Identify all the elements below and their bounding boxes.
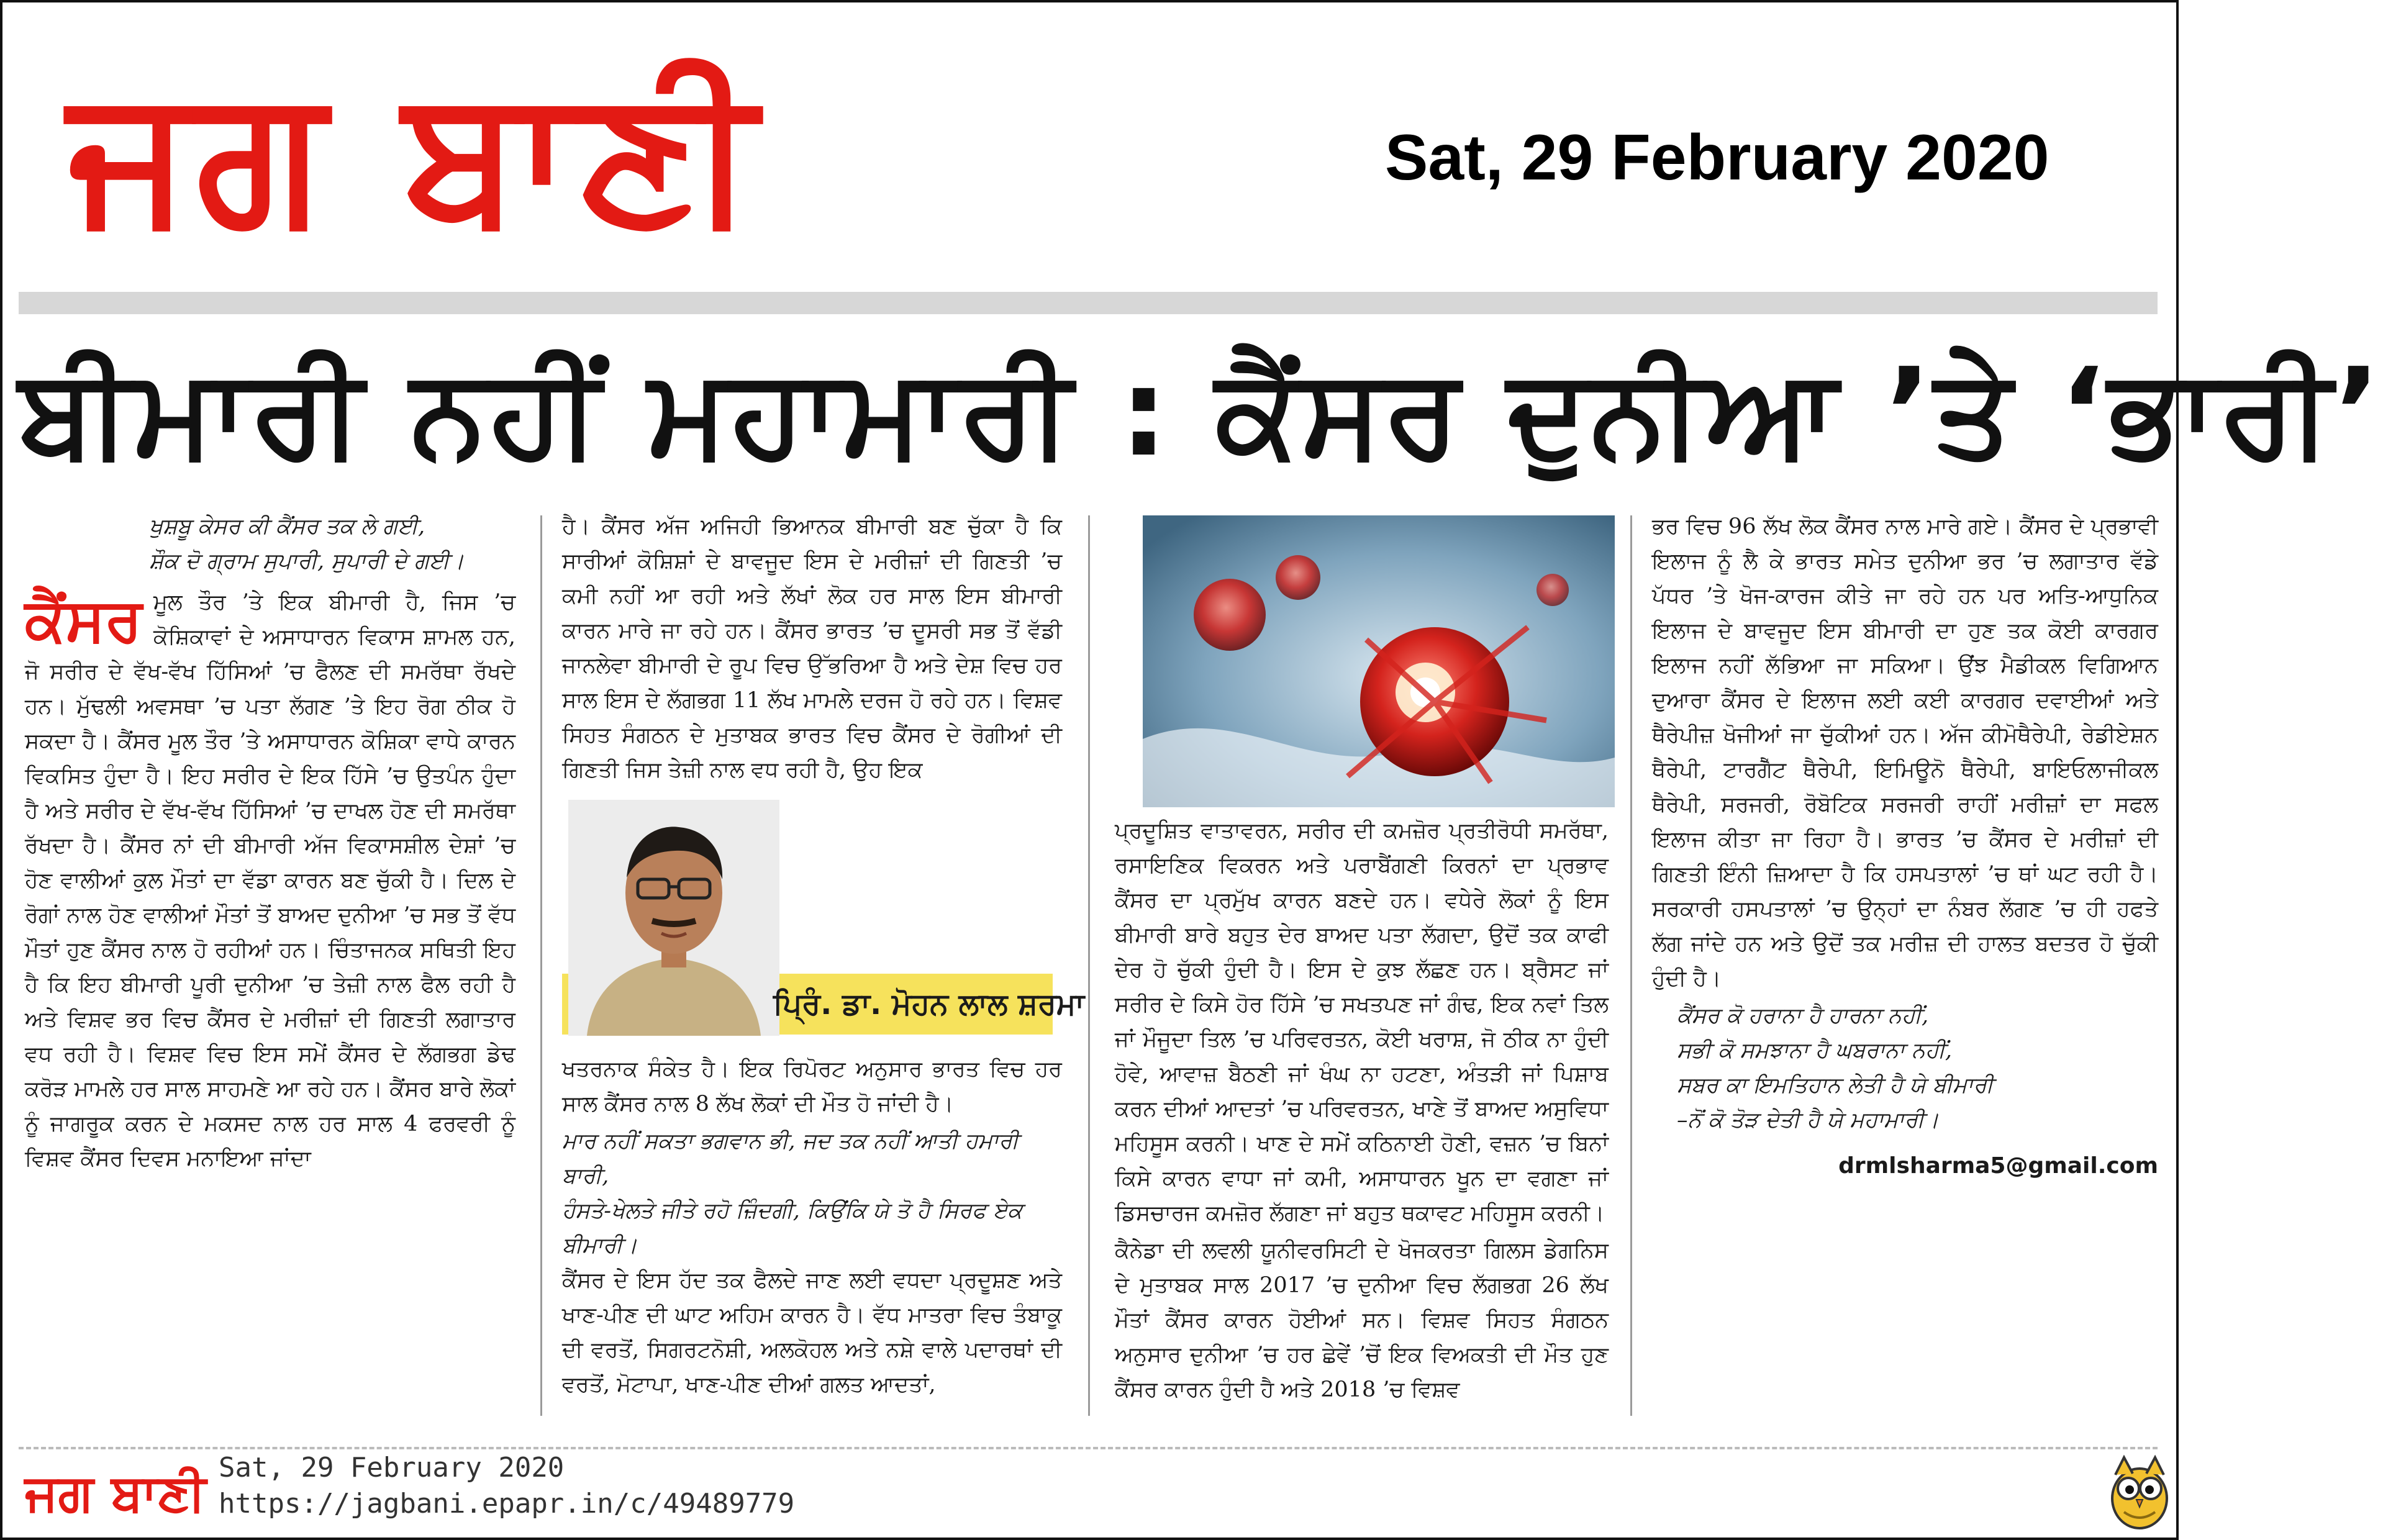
poem-line: ਸਭੀ ਕੋ ਸਮਝਾਨਾ ਹੈ ਘਬਰਾਨਾ ਨਹੀਂ, <box>1677 1038 1953 1063</box>
article-column-2 <box>562 509 1085 1422</box>
poem-line: ਮਾਰ ਨਹੀਂ ਸਕਤਾ ਭਗਵਾਨ ਭੀ, ਜਦ ਤਕ ਨਹੀਂ ਆਤੀ ਹਮਾਰੀ ਬਾਰੀ, <box>562 1129 1019 1189</box>
mid-poem <box>562 1124 1062 1263</box>
column-divider <box>1088 515 1090 1416</box>
author-box <box>562 794 1085 1042</box>
masthead-logo: ਜਗ ਬਾਣੀ <box>68 47 763 263</box>
footer-date: Sat, 29 February 2020 <box>219 1452 565 1483</box>
article-paragraph: ਹੈ। ਕੈਂਸਰ ਅੱਜ ਅਜਿਹੀ ਭਿਆਨਕ ਬੀਮਾਰੀ ਬਣ ਚੁੱਕਾ ਹੈ ਕਿ ਸਾਰੀਆਂ ਕੋਸ਼ਿਸ਼ਾਂ ਦੇ ਬਾਵਜੂਦ ਇਸ ਦੇ ਮਰੀਜ਼ਾਂ ਦੀ ਗਿਣਤੀ ’ਚ ਕਮੀ ਨਹੀਂ ਆ ਰਹੀ ਅਤੇ ਲੱਖਾਂ ਲੋਕ ਹਰ ਸਾਲ ਇਸ ਬੀਮਾਰੀ ਕਾਰਨ ਮਾਰੇ ਜਾ ਰਹੇ ਹਨ। ਕੈਂਸਰ ਭਾਰਤ ’ਚ ਦੂਸਰੀ ਸਭ ਤੋਂ ਵੱਡੀ ਜਾਨਲੇਵਾ ਬੀਮਾਰੀ ਦੇ ਰੂਪ ਵਿਚ ਉੱਭਰਿਆ ਹੈ ਅਤੇ ਦੇਸ਼ ਵਿਚ ਹਰ ਸਾਲ ਇਸ ਦੇ ਲੱਗਭਗ 11 ਲੱਖ ਮਾਮਲੇ ਦਰਜ ਹੋ ਰਹੇ ਹਨ। ਵਿਸ਼ਵ ਸਿਹਤ ਸੰਗਠਨ ਦੇ ਮੁਤਾਬਕ ਭਾਰਤ ਵਿਚ ਕੈਂਸਰ ਦੇ ਰੋਗੀਆਂ ਦੀ ਗਿਣਤੀ ਜਿਸ ਤੇਜ਼ੀ ਨਾਲ ਵਧ ਰਹੀ ਹੈ, ਉਹ ਇਕ <box>562 514 1062 782</box>
poem-line: ਕੈਂਸਰ ਕੋ ਹਰਾਨਾ ਹੈ ਹਾਰਨਾ ਨਹੀਂ, <box>1677 1003 1929 1028</box>
poem-line: ਸ਼ੌਕ ਦੋ ਗ੍ਰਾਮ ਸੁਪਾਰੀ, ਸੁਪਾਰੀ ਦੇ ਗਈ। <box>149 549 465 574</box>
author-photo <box>568 800 779 1036</box>
article-paragraph: ਕੈਨੇਡਾ ਦੀ ਲਵਲੀ ਯੂਨੀਵਰਸਿਟੀ ਦੇ ਖੋਜਕਰਤਾ ਗਿਲਸ ਡੇਗਨਿਸ ਦੇ ਮੁਤਾਬਕ ਸਾਲ 2017 ’ਚ ਦੁਨੀਆ ਵਿਚ ਲੱਗਭਗ 26 ਲੱਖ ਮੌਤਾਂ ਕੈਂਸਰ ਕਾਰਨ ਹੋਈਆਂ ਸਨ। ਵਿਸ਼ਵ ਸਿਹਤ ਸੰਗਠਨ ਅਨੁਸਾਰ ਦੁਨੀਆ ’ਚ ਹਰ ਛੇਵੇਂ ’ਚੋਂ ਇਕ ਵਿਅਕਤੀ ਦੀ ਮੌਤ ਹੁਣ ਕੈਂਸਰ ਕਾਰਨ ਹੁੰਦੀ ਹੈ ਅਤੇ 2018 ’ਚ ਵਿਸ਼ਵ <box>1115 1238 1609 1402</box>
headline: ਬੀਮਾਰੀ ਨਹੀਂ ਮਹਾਮਾਰੀ : ਕੈਂਸਰ ਦੁਨੀਆ ’ਤੇ ‘ਭਾਰੀ’ <box>19 342 2383 484</box>
cancer-cell-photo <box>1143 515 1615 807</box>
article-paragraph: ਮੂਲ ਤੌਰ ’ਤੇ ਇਕ ਬੀਮਾਰੀ ਹੈ, ਜਿਸ ’ਚ ਕੋਸ਼ਿਕਾਵਾਂ ਦੇ ਅਸਾਧਾਰਨ ਵਿਕਾਸ ਸ਼ਾਮਲ ਹਨ, ਜੋ ਸਰੀਰ ਦੇ ਵੱਖ-ਵੱਖ ਹਿੱਸਿਆਂ ’ਚ ਫੈਲਣ ਦੀ ਸਮਰੱਥਾ ਰੱਖਦੇ ਹਨ। ਮੁੱਢਲੀ ਅਵਸਥਾ ’ਚ ਪਤਾ ਲੱਗਣ ’ਤੇ ਇਹ ਰੋਗ ਠੀਕ ਹੋ ਸਕਦਾ ਹੈ। ਕੈਂਸਰ ਮੂਲ ਤੌਰ ’ਤੇ ਅਸਾਧਾਰਨ ਕੋਸ਼ਿਕਾ ਵਾਧੇ ਕਾਰਨ ਵਿਕਸਿਤ ਹੁੰਦਾ ਹੈ। ਇਹ ਸਰੀਰ ਦੇ ਇਕ ਹਿੱਸੇ ’ਚ ਉਤਪੰਨ ਹੁੰਦਾ ਹੈ ਅਤੇ ਸਰੀਰ ਦੇ ਵੱਖ-ਵੱਖ ਹਿੱਸਿਆਂ ’ਚ ਦਾਖਲ ਹੋਣ ਦੀ ਸਮਰੱਥਾ ਰੱਖਦਾ ਹੈ। ਕੈਂਸਰ ਨਾਂ ਦੀ ਬੀਮਾਰੀ ਅੱਜ ਵਿਕਾਸਸ਼ੀਲ ਦੇਸ਼ਾਂ ’ਚ ਹੋਣ ਵਾਲੀਆਂ ਕੁਲ ਮੌਤਾਂ ਦਾ ਵੱਡਾ ਕਾਰਨ ਬਣ ਚੁੱਕੀ ਹੈ। ਦਿਲ ਦੇ ਰੋਗਾਂ ਨਾਲ ਹੋਣ ਵਾਲੀਆਂ ਮੌਤਾਂ ਤੋਂ ਬਾਅਦ ਦੁਨੀਆ ’ਚ ਸਭ ਤੋਂ ਵੱਧ ਮੌਤਾਂ ਹੁਣ ਕੈਂਸਰ ਨਾਲ ਹੋ ਰਹੀਆਂ ਹਨ। ਚਿੰਤਾਜਨਕ ਸਥਿਤੀ ਇਹ ਹੈ ਕਿ ਇਹ ਬੀਮਾਰੀ ਪੂਰੀ ਦੁਨੀਆ ’ਚ ਤੇਜ਼ੀ ਨਾਲ ਫੈਲ ਰਹੀ ਹੈ ਅਤੇ ਵਿਸ਼ਵ ਭਰ ਵਿਚ ਕੈਂਸਰ ਦੇ ਮਰੀਜ਼ਾਂ ਦੀ ਗਿਣਤੀ ਲਗਾਤਾਰ ਵਧ ਰਹੀ ਹੈ। ਵਿਸ਼ਵ ਵਿਚ ਇਸ ਸਮੇਂ ਕੈਂਸਰ ਦੇ ਲੱਗਭਗ ਡੇਢ ਕਰੋੜ ਮਾਮਲੇ ਹਰ ਸਾਲ ਸਾਹਮਣੇ ਆ ਰਹੇ ਹਨ। ਕੈਂਸਰ ਬਾਰੇ ਲੋਕਾਂ ਨੂੰ ਜਾਗਰੂਕ ਕਰਨ ਦੇ ਮਕਸਦ ਨਾਲ ਹਰ ਸਾਲ 4 ਫਰਵਰੀ ਨੂੰ ਵਿਸ਼ਵ ਕੈਂਸਰ ਦਿਵਸ ਮਨਾਇਆ ਜਾਂਦਾ <box>25 590 515 1171</box>
cancer-cell-image-icon <box>1143 515 1615 807</box>
intro-poem <box>25 509 515 579</box>
author-portrait-icon <box>568 800 779 1036</box>
article-column-4 <box>1652 509 2158 1422</box>
kicker-word: ਕੈਂਸਰ <box>25 585 142 654</box>
masthead <box>68 37 1397 273</box>
author-name: ਪ੍ਰਿੰ. ਡਾ. ਮੋਹਨ ਲਾਲ ਸ਼ਰਮਾ <box>773 987 1085 1021</box>
clip-cut-line <box>19 1447 2158 1451</box>
poem-line: ਖੁਸ਼ਬੂ ਕੇਸਰ ਕੀ ਕੈਂਸਰ ਤਕ ਲੇ ਗਈ, <box>149 514 425 539</box>
edition-date: Sat, 29 February 2020 <box>1385 122 2049 194</box>
article-paragraph: ਖਤਰਨਾਕ ਸੰਕੇਤ ਹੈ। ਇਕ ਰਿਪੋਰਟ ਅਨੁਸਾਰ ਭਾਰਤ ਵਿਚ ਹਰ ਸਾਲ ਕੈਂਸਰ ਨਾਲ 8 ਲੱਖ ਲੋਕਾਂ ਦੀ ਮੌਤ ਹੋ ਜਾਂਦੀ ਹੈ। <box>562 1057 1062 1116</box>
author-email[interactable]: drmlsharma5@gmail.com <box>1838 1153 2158 1179</box>
poem-line: –ਨੋਂ ਕੋ ਤੋੜ ਦੇਤੀ ਹੈ ਯੇ ਮਹਾਮਾਰੀ। <box>1677 1108 1939 1133</box>
poem-line: ਹੰਸਤੇ-ਖੇਲਤੇ ਜੀਤੇ ਰਹੋ ਜ਼ਿੰਦਗੀ, ਕਿਉਂਕਿ ਯੇ ਤੋ ਹੈ ਸਿਰਫ ਏਕ ਬੀਮਾਰੀ। <box>562 1198 1023 1258</box>
article-column-1 <box>25 509 515 1422</box>
article-column-3 <box>1115 509 1609 1422</box>
article-paragraph: ਪ੍ਰਦੂਸ਼ਿਤ ਵਾਤਾਵਰਨ, ਸਰੀਰ ਦੀ ਕਮਜ਼ੋਰ ਪ੍ਰਤੀਰੋਧੀ ਸਮਰੱਥਾ, ਰਸਾਇਣਿਕ ਵਿਕਰਨ ਅਤੇ ਪਰਾਬੈਂਗਣੀ ਕਿਰਨਾਂ ਦਾ ਪ੍ਰਭਾਵ ਕੈਂਸਰ ਦਾ ਪ੍ਰਮੁੱਖ ਕਾਰਨ ਬਣਦੇ ਹਨ। ਵਧੇਰੇ ਲੋਕਾਂ ਨੂੰ ਇਸ ਬੀਮਾਰੀ ਬਾਰੇ ਬਹੁਤ ਦੇਰ ਬਾਅਦ ਪਤਾ ਲੱਗਦਾ, ਉਦੋਂ ਤਕ ਕਾਫੀ ਦੇਰ ਹੋ ਚੁੱਕੀ ਹੁੰਦੀ ਹੈ। ਇਸ ਦੇ ਕੁਝ ਲੱਛਣ ਹਨ। ਬ੍ਰੈਸਟ ਜਾਂ ਸਰੀਰ ਦੇ ਕਿਸੇ ਹੋਰ ਹਿੱਸੇ ’ਚ ਸਖਤਪਣ ਜਾਂ ਗੰਢ, ਇਕ ਨਵਾਂ ਤਿਲ ਜਾਂ ਮੌਜੂਦਾ ਤਿਲ ’ਚ ਪਰਿਵਰਤਨ, ਕੋਈ ਖਰਾਸ਼, ਜੋ ਠੀਕ ਨਾ ਹੁੰਦੀ ਹੋਵੇ, ਆਵਾਜ਼ ਬੈਠਣੀ ਜਾਂ ਖੰਘ ਨਾ ਹਟਣਾ, ਅੰਤੜੀ ਜਾਂ ਪਿਸ਼ਾਬ ਕਰਨ ਦੀਆਂ ਆਦਤਾਂ ’ਚ ਪਰਿਵਰਤਨ, ਖਾਣੇ ਤੋਂ ਬਾਅਦ ਅਸੁਵਿਧਾ ਮਹਿਸੂਸ ਕਰਨੀ। ਖਾਣ ਦੇ ਸਮੇਂ ਕਠਿਨਾਈ ਹੋਣੀ, ਵਜ਼ਨ ’ਚ ਬਿਨਾਂ ਕਿਸੇ ਕਾਰਨ ਵਾਧਾ ਜਾਂ ਕਮੀ, ਅਸਾਧਾਰਨ ਖੂਨ ਦਾ ਵਗਣਾ ਜਾਂ ਡਿਸਚਾਰਜ ਕਮਜ਼ੋਰ ਲੱਗਣਾ ਜਾਂ ਬਹੁਤ ਥਕਾਵਟ ਮਹਿਸੂਸ ਕਰਨੀ। <box>1115 818 1609 1226</box>
footer-logo: ਜਗ ਬਾਣੀ <box>25 1464 206 1523</box>
poem-line: ਸਬਰ ਕਾ ਇਮਤਿਹਾਨ ਲੇਤੀ ਹੈ ਯੇ ਬੀਮਾਰੀ <box>1677 1073 1994 1098</box>
end-poem <box>1652 999 2158 1138</box>
column-divider <box>540 515 542 1416</box>
column-divider <box>1630 515 1632 1416</box>
article-paragraph: ਕੈਂਸਰ ਦੇ ਇਸ ਹੱਦ ਤਕ ਫੈਲਦੇ ਜਾਣ ਲਈ ਵਧਦਾ ਪ੍ਰਦੂਸ਼ਣ ਅਤੇ ਖਾਣ-ਪੀਣ ਦੀ ਘਾਟ ਅਹਿਮ ਕਾਰਨ ਹੈ। ਵੱਧ ਮਾਤਰਾ ਵਿਚ ਤੰਬਾਕੂ ਦੀ ਵਰਤੋਂ, ਸਿਗਰਟਨੋਸ਼ੀ, ਅਲਕੋਹਲ ਅਤੇ ਨਸ਼ੇ ਵਾਲੇ ਪਦਾਰਥਾਂ ਦੀ ਵਰਤੋਂ, ਮੋਟਾਪਾ, ਖਾਣ-ਪੀਣ ਦੀਆਂ ਗਲਤ ਆਦਤਾਂ, <box>562 1268 1062 1397</box>
article-paragraph: ਭਰ ਵਿਚ 96 ਲੱਖ ਲੋਕ ਕੈਂਸਰ ਨਾਲ ਮਾਰੇ ਗਏ। ਕੈਂਸਰ ਦੇ ਪ੍ਰਭਾਵੀ ਇਲਾਜ ਨੂੰ ਲੈ ਕੇ ਭਾਰਤ ਸਮੇਤ ਦੁਨੀਆ ਭਰ ’ਚ ਲਗਾਤਾਰ ਵੱਡੇ ਪੱਧਰ ’ਤੇ ਖੋਜ-ਕਾਰਜ ਕੀਤੇ ਜਾ ਰਹੇ ਹਨ ਪਰ ਅਤਿ-ਆਧੁਨਿਕ ਇਲਾਜ ਦੇ ਬਾਵਜੂਦ ਇਸ ਬੀਮਾਰੀ ਦਾ ਹੁਣ ਤਕ ਕੋਈ ਕਾਰਗਰ ਇਲਾਜ ਨਹੀਂ ਲੱਭਿਆ ਜਾ ਸਕਿਆ। ਉਂਝ ਮੈਡੀਕਲ ਵਿਗਿਆਨ ਦੁਆਰਾ ਕੈਂਸਰ ਦੇ ਇਲਾਜ ਲਈ ਕਈ ਕਾਰਗਰ ਦਵਾਈਆਂ ਅਤੇ ਥੈਰੇਪੀਜ਼ ਖੋਜੀਆਂ ਜਾ ਚੁੱਕੀਆਂ ਹਨ। ਅੱਜ ਕੀਮੋਥੈਰੇਪੀ, ਰੇਡੀਏਸ਼ਨ ਥੈਰੇਪੀ, ਟਾਰਗੈੱਟ ਥੈਰੇਪੀ, ਇਮਿਊਨੋ ਥੈਰੇਪੀ, ਬਾਇਓਲਾਜੀਕਲ ਥੈਰੇਪੀ, ਸਰਜਰੀ, ਰੋਬੋਟਿਕ ਸਰਜਰੀ ਰਾਹੀਂ ਮਰੀਜ਼ਾਂ ਦਾ ਸਫਲ ਇਲਾਜ ਕੀਤਾ ਜਾ ਰਿਹਾ ਹੈ। ਭਾਰਤ ’ਚ ਕੈਂਸਰ ਦੇ ਮਰੀਜ਼ਾਂ ਦੀ ਗਿਣਤੀ ਇੰਨੀ ਜ਼ਿਆਦਾ ਹੈ ਕਿ ਹਸਪਤਾਲਾਂ ’ਚ ਥਾਂ ਘਟ ਰਹੀ ਹੈ। ਸਰਕਾਰੀ ਹਸਪਤਾਲਾਂ ’ਚ ਉਨ੍ਹਾਂ ਦਾ ਨੰਬਰ ਲੱਗਣ ’ਚ ਹੀ ਹਫਤੇ ਲੱਗ ਜਾਂਦੇ ਹਨ ਅਤੇ ਉਦੋਂ ਤਕ ਮਰੀਜ਼ ਦੀ ਹਾਲਤ ਬਦਤਰ ਹੋ ਚੁੱਕੀ ਹੁੰਦੀ ਹੈ। <box>1652 514 2158 991</box>
owl-icon <box>2105 1450 2174 1531</box>
footer-url[interactable]: https://jagbani.epapr.in/c/49489779 <box>219 1488 795 1520</box>
header-rule <box>19 292 2158 314</box>
